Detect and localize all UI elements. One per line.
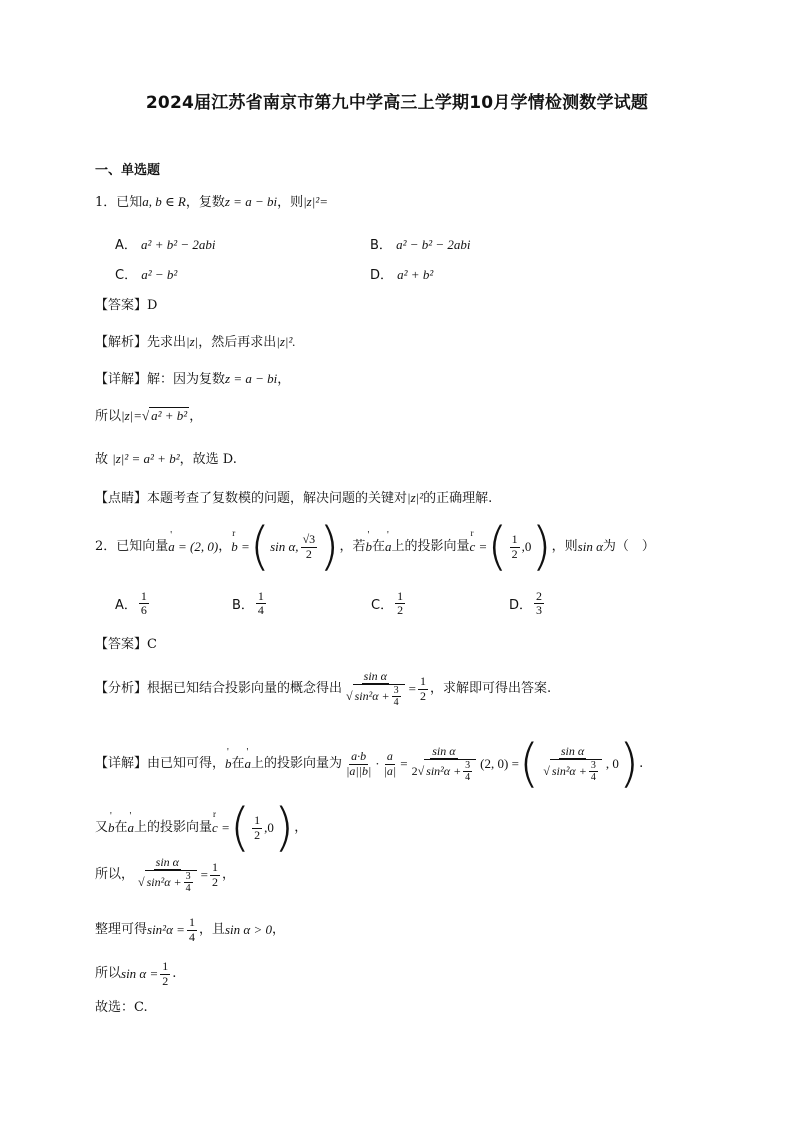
q2-detail-abs-a-2: |a|: [383, 763, 397, 778]
q2-get-e: ，: [271, 922, 285, 938]
q2-detail-two: 2: [411, 763, 418, 778]
q2-zai: 在: [371, 539, 385, 555]
q2-again-zai: 在: [114, 820, 128, 836]
q2-detail-period: .: [639, 756, 644, 772]
q1-vars: a, b ∈ R: [142, 194, 186, 209]
q2-option-c[interactable]: [371, 590, 407, 617]
q1-option-a-label: A．: [115, 238, 137, 253]
q2-analysis-half-den: 2: [419, 688, 426, 703]
q2-analysis-tag: 【分析】: [95, 681, 148, 697]
q1-stem-mid: ，复数: [185, 195, 225, 210]
q2-wei: 为（ ）: [602, 539, 655, 555]
q1-analysis-tag: 【解析】: [95, 335, 148, 350]
q2-detail-three: 3: [465, 760, 471, 772]
q2-detail-zero: , 0: [605, 756, 619, 772]
q2-detail-times-a: a: [386, 749, 393, 764]
q2-vector-c: r c =: [470, 539, 488, 555]
q2-option-b-den: 4: [257, 603, 264, 618]
q2-analysis-four: 4: [393, 697, 399, 709]
q2-detail-frac4: sin α √ sin²α + $\frac{3}{4}$: [541, 745, 604, 783]
q2-get-d: sin α > 0: [224, 922, 272, 938]
q1-option-b-label: B．: [370, 238, 392, 253]
q2-so-eq: =: [200, 867, 208, 883]
q2-again-half-num: 1: [254, 813, 261, 828]
q2-detail-frac4-num: sin α: [560, 743, 585, 758]
q2-sin-alpha: sin α,: [270, 539, 299, 555]
q2-result-half-num: 1: [162, 959, 169, 974]
q1-stem: [95, 194, 328, 211]
q2-option-d-den: 3: [536, 603, 543, 618]
q2-shang: 上的投影向量: [391, 539, 470, 555]
q2-two: 2: [305, 546, 312, 561]
q1-option-d[interactable]: [370, 264, 433, 283]
q2-option-a-frac: [139, 590, 149, 617]
q2-answer-tag: 【答案】: [95, 637, 148, 652]
q1-z: z = a − bi: [224, 194, 278, 209]
q2-sin-alpha-2: sin α: [577, 539, 603, 555]
q2-result-a: 所以: [95, 966, 122, 982]
q1-option-c-label: C．: [115, 268, 138, 283]
q2-detail-three-2: 3: [590, 760, 596, 772]
q2-final: 故选：C.: [95, 1000, 148, 1015]
q2-so-b: ，: [221, 867, 235, 883]
q2-again-b-vec: ' b: [108, 820, 115, 836]
q2-detail-frac3-num: sin α: [432, 743, 456, 758]
q1-step2-b: |z|² = a² + b²: [112, 451, 180, 466]
q2-analysis-eq: =: [408, 681, 416, 697]
q2-option-c-den: 2: [397, 603, 404, 618]
q2-analysis: [95, 664, 551, 714]
q2-sqrt3: √3: [302, 532, 316, 547]
q1-step-1: 所以|z|=√ a² + b² ，: [95, 408, 203, 424]
q2-option-c-num: 1: [397, 589, 404, 603]
q2-answer: [95, 637, 157, 653]
q2-detail-c: 上的投影向量为: [251, 756, 343, 772]
q2-analysis-three: 3: [393, 685, 399, 697]
q2-half-den: 2: [511, 546, 518, 561]
q2-detail-ab: a·b: [351, 749, 367, 764]
q2-detail-abs-a: |a|: [346, 763, 359, 778]
q1-step2-a: 故: [95, 452, 109, 467]
q2-detail-frac3: sin α 2 √ sin²α + $\frac{3}{4}$: [410, 745, 479, 783]
q2-again-c: 上的投影向量: [134, 820, 213, 836]
q2-result-c: .: [172, 966, 177, 982]
q2-result-half-den: 2: [162, 973, 169, 988]
q2-again-d: ，: [294, 820, 308, 836]
q2-detail: 【详解】 由已知可得， ' b 在 ' a 上的投影向量为 $\frac{a\cdot b}{|a||b|}$ · $\frac{a}{|a|}$ = sin α 2 √ sin²α + $\frac{3}{4}$ (2, 0) = ( sin α √ sin²α + $\frac{3}{4}$ , 0 ) .: [95, 728, 643, 800]
q2-again-a-vec: ' a: [128, 820, 135, 836]
q2-get: [95, 912, 285, 948]
q1-answer-value: D: [147, 298, 158, 313]
q2-option-c-label: C．: [371, 598, 394, 614]
q2-analysis-frac-den: sin²α +: [354, 689, 390, 703]
q2-so: [95, 850, 235, 900]
q2-detail-zai: 在: [231, 756, 245, 772]
page-title: 2024届江苏省南京市第九中学高三上学期10月学情检测数学试题: [145, 93, 649, 113]
q2-result-b: sin α =: [121, 966, 159, 982]
q2-option-a-den: 6: [140, 603, 147, 618]
q1-detail-b: ，: [277, 372, 291, 387]
q2-option-b-frac: [256, 590, 266, 617]
q2-vector-b: r b =: [231, 539, 250, 555]
q2-so-three: 3: [185, 871, 191, 883]
q2-again-half-den: 2: [254, 827, 261, 842]
q2-result-half: [160, 960, 170, 987]
q2-again-a: 又: [95, 820, 109, 836]
q2-detail-frac4-den: sin²α +: [551, 764, 587, 778]
q2-option-d-label: D．: [509, 598, 533, 614]
q2-so-half-den: 2: [211, 874, 218, 889]
q1-option-c[interactable]: [115, 264, 177, 283]
q2-so-four: 4: [185, 883, 191, 895]
q2-so-a: 所以，: [95, 867, 135, 883]
q2-answer-value: C: [147, 637, 157, 652]
q2-stem-pre: 2．已知向量: [95, 539, 169, 555]
q1-detail-z: z = a − bi: [225, 371, 278, 386]
q2-get-c: ，且: [198, 922, 225, 938]
q2-again-zero: ,0: [264, 820, 274, 836]
q2-option-a[interactable]: [115, 590, 151, 617]
q2-so-frac-den: sin²α +: [146, 875, 182, 889]
q2-analysis-a: 根据已知结合投影向量的概念得出: [147, 681, 343, 697]
q1-step1-a: 所以: [95, 409, 122, 424]
q2-get-quarter-den: 4: [188, 929, 195, 944]
q1-step1-d: ，: [189, 409, 203, 424]
q2-detail-frac2: [382, 750, 399, 777]
q2-option-c-frac: [395, 590, 405, 617]
q1-comment-tag: 【点睛】: [95, 491, 148, 506]
q2-get-b: sin²α =: [147, 922, 185, 938]
q2-so-frac: sin α √ sin²α + $\frac{3}{4}$: [136, 856, 199, 894]
q2-so-half: [210, 861, 220, 888]
q2-so-half-num: 1: [211, 860, 218, 875]
q2-detail-frac1: [344, 750, 373, 777]
section-heading: 一、单选题: [95, 163, 161, 178]
q2-tail: ，则: [551, 539, 578, 555]
q2-option-a-num: 1: [140, 589, 147, 603]
q2-option-d-num: 2: [536, 589, 543, 603]
q2-b-on: ' b: [365, 539, 372, 555]
q1-analysis-z2: |z|².: [276, 334, 296, 349]
q2-half-num: 1: [511, 532, 518, 547]
q2-option-d[interactable]: [509, 590, 546, 617]
q2-analysis-b: ，求解即可得出答案.: [429, 681, 552, 697]
q2-detail-frac3-den: sin²α +: [426, 764, 462, 778]
q1-comment-c: 的正确理解.: [423, 491, 493, 506]
q1-step1-b: |z|=: [121, 408, 142, 423]
q2-detail-four: 4: [465, 772, 471, 784]
q2-option-b-num: 1: [257, 589, 264, 603]
q2-option-a-label: A．: [115, 598, 137, 614]
q2-detail-a-vec: ' a: [245, 756, 252, 772]
q1-detail-a: 解：因为复数: [147, 372, 226, 387]
q2-detail-tag: 【详解】: [95, 756, 148, 772]
q2-analysis-half-num: 1: [419, 674, 426, 689]
q2-detail-b-vec: ' b: [225, 756, 232, 772]
q1-option-a[interactable]: [115, 234, 216, 253]
q2-half: [510, 533, 520, 560]
q1-answer: [95, 298, 157, 314]
q2-detail-abs-b: |b|: [358, 763, 372, 778]
q2-a-on: ' a: [385, 539, 392, 555]
q2-detail-four-2: 4: [590, 772, 596, 784]
q2-analysis-half: [418, 675, 428, 702]
q1-abs: |z|²=: [303, 194, 328, 209]
q2-sqrt3-over-2: [301, 533, 318, 560]
q1-comment-b: |z|²: [407, 490, 424, 505]
q2-analysis-frac: sin α √ sin²α + $\frac{3}{4}$: [344, 670, 407, 708]
q1-option-d-label: D．: [370, 268, 394, 283]
q2-comma: ，: [218, 539, 232, 555]
q1-step-2: [95, 451, 237, 468]
q1-option-d-text: a² + b²: [397, 267, 434, 282]
q1-analysis-z: |z|: [186, 334, 199, 349]
q1-analysis: [95, 334, 296, 351]
q2-get-quarter: [187, 916, 197, 943]
q1-analysis-b: ，然后再求出: [198, 335, 277, 350]
q1-option-b-text: a² − b² − 2abi: [396, 237, 471, 252]
q2-get-quarter-num: 1: [188, 915, 195, 930]
q2-again: 又 ' b 在 ' a 上的投影向量 r c = ( $\frac{1}{2}$ ,0 ) ，: [95, 808, 307, 848]
q1-comment-a: 本题考查了复数模的问题，解决问题的关键对: [147, 491, 408, 506]
q2-option-b-label: B．: [232, 598, 254, 614]
q1-answer-tag: 【答案】: [95, 298, 148, 313]
q2-option-b[interactable]: [232, 590, 268, 617]
q2-option-d-frac: [534, 590, 544, 617]
q1-step2-c: ，故选 D.: [179, 452, 237, 467]
q2-ruo: ，若: [339, 539, 366, 555]
q1-detail-tag: 【详解】: [95, 372, 148, 387]
q1-option-b[interactable]: [370, 234, 471, 253]
q2-detail-point: (2, 0) =: [480, 756, 519, 772]
q2-analysis-frac-num: sin α: [363, 668, 387, 683]
q2-again-half: [252, 814, 262, 841]
q2-detail-a: 由已知可得，: [147, 756, 226, 772]
q1-stem-post: ，则: [277, 195, 304, 210]
q1-comment: [95, 490, 492, 507]
q2-again-vector-c: r c =: [212, 820, 230, 836]
q2-result: [95, 956, 176, 992]
q2-zero: ,0: [521, 539, 532, 555]
q1-option-c-text: a² − b²: [141, 267, 178, 282]
q2-get-a: 整理可得: [95, 922, 148, 938]
q2-vector-a: ' a = (2, 0): [168, 539, 218, 555]
q1-step1-sqrt: a² + b²: [151, 408, 188, 423]
q2-stem: 2．已知向量 ' a = (2, 0) ， r b = ( sin α, $\frac{√3}{2}$ ) ，若 ' b 在 ' a 上的投影向量 r c = ( $\frac{1}{2}$ ,0 ) ，则 sin α 为（ ）: [95, 527, 655, 567]
q1-analysis-a: 先求出: [147, 335, 187, 350]
q1-stem-pre: 1．已知: [95, 195, 143, 210]
q1-option-a-text: a² + b² − 2abi: [141, 237, 216, 252]
q2-so-frac-num: sin α: [155, 854, 179, 869]
q1-detail: [95, 371, 290, 388]
